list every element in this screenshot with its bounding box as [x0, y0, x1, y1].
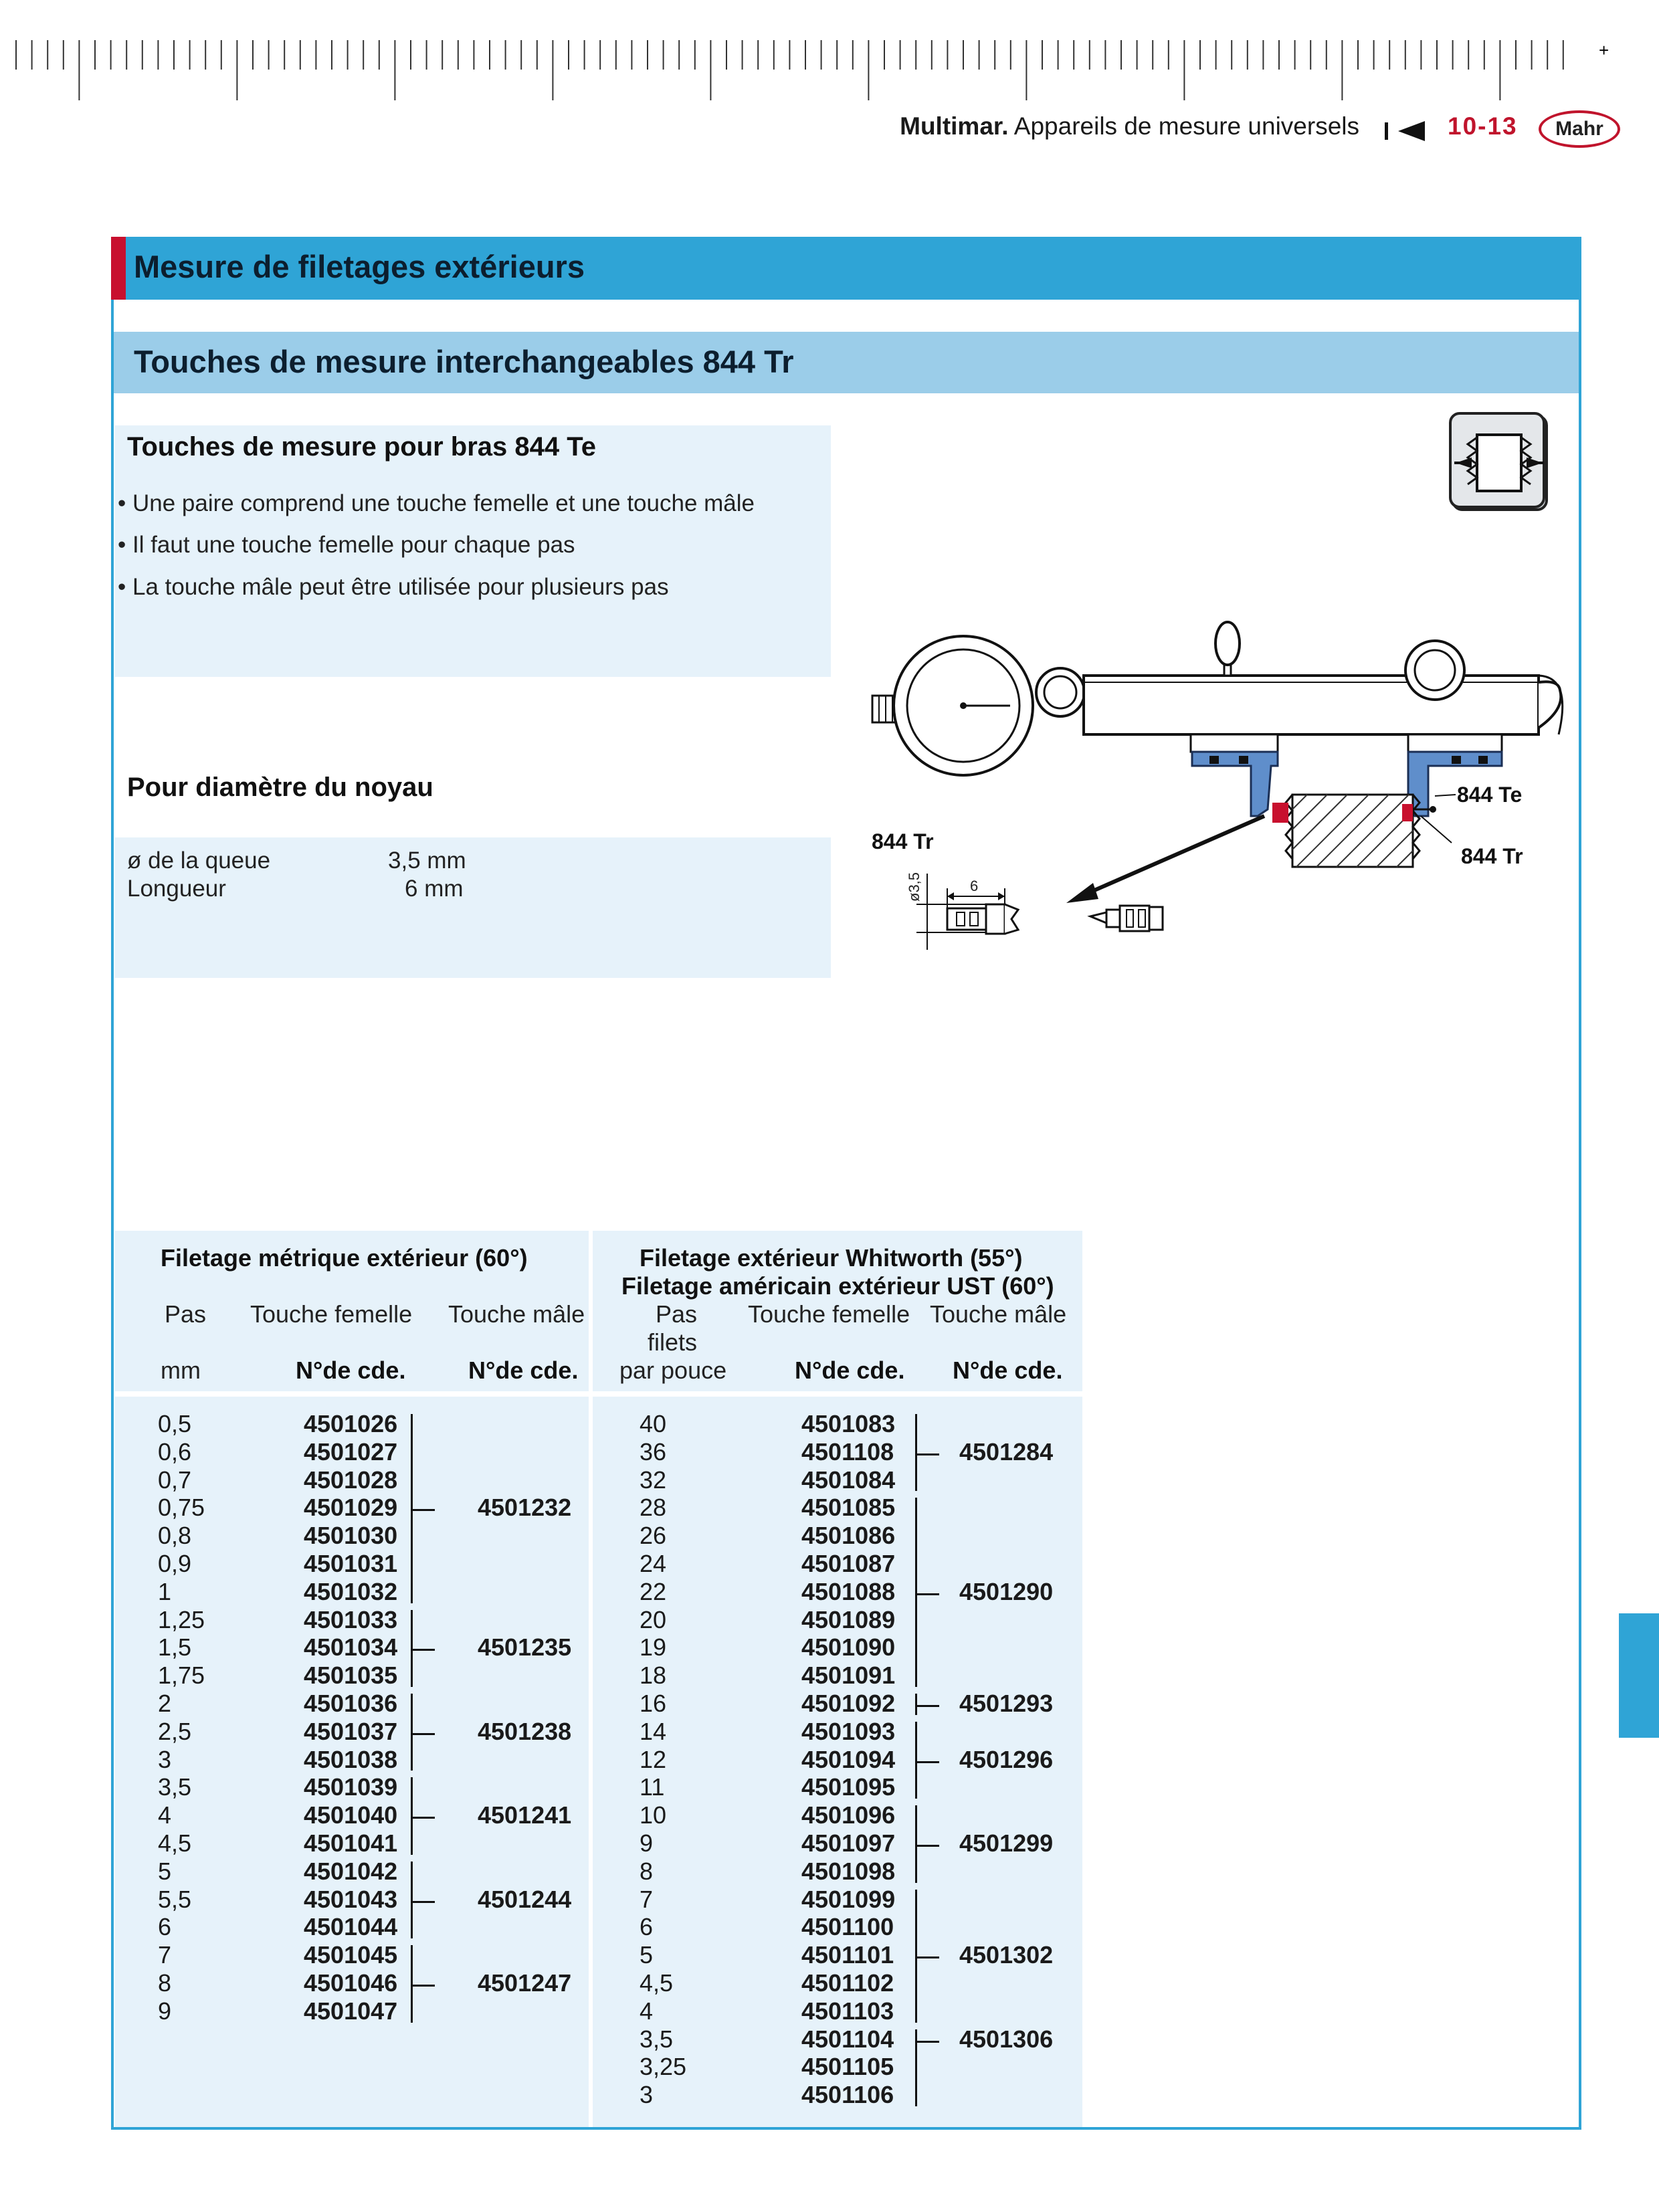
pitch-cell: 3,25 [640, 2053, 687, 2081]
group-connector [411, 1733, 435, 1735]
male-order-number: 4501238 [478, 1717, 572, 1745]
pitch-cell: 3,5 [158, 1773, 192, 1801]
mahr-logo: Mahr [1539, 110, 1620, 148]
core-label: Longueur [127, 876, 226, 902]
male-order-number: 4501299 [959, 1829, 1054, 1857]
label-844-tr-left: 844 Tr [872, 829, 934, 853]
male-order-number: 4501232 [478, 1494, 572, 1522]
intro-bullet: • Il faut une touche femelle pour chaque pas [118, 532, 575, 558]
section-title: Mesure de filetages extérieurs [134, 249, 585, 284]
pitch-cell: 22 [640, 1577, 667, 1605]
female-order-number: 4501084 [801, 1466, 896, 1494]
pitch-cell: 8 [640, 1857, 654, 1885]
section-title-marker [111, 237, 126, 300]
pitch-cell: 0,75 [158, 1494, 205, 1522]
group-connector [915, 1845, 939, 1847]
pitch-cell: 0,9 [158, 1550, 192, 1577]
brand-name: Multimar. [900, 112, 1009, 140]
group-bracket [915, 1890, 917, 2023]
male-order-number: 4501296 [959, 1745, 1054, 1773]
male-order-number: 4501244 [478, 1885, 572, 1913]
whitworth-col-female: Touche femelle [748, 1300, 910, 1328]
metric-unit-female: N°de cde. [296, 1356, 406, 1384]
female-order-number: 4501088 [801, 1577, 896, 1605]
dim-length: 6 [970, 878, 979, 894]
whitworth-col-pas: Pas [656, 1300, 698, 1328]
intro-bullet: • Une paire comprend une touche femelle et une touche mâle [118, 490, 755, 516]
pitch-cell: 7 [158, 1941, 172, 1969]
female-order-number: 4501044 [304, 1913, 398, 1941]
core-value: 6 mm [405, 876, 464, 902]
female-order-number: 4501037 [304, 1717, 398, 1745]
female-order-number: 4501099 [801, 1885, 896, 1913]
pitch-cell: 3 [640, 2081, 654, 2109]
whitworth-col-male: Touche mâle [930, 1300, 1067, 1328]
pitch-cell: 2,5 [158, 1717, 192, 1745]
female-order-number: 4501106 [801, 2081, 894, 2109]
metric-unit-male: N°de cde. [468, 1356, 579, 1384]
group-connector [411, 1649, 435, 1651]
whitworth-col-pouce: par pouce [619, 1356, 727, 1384]
group-bracket [411, 1862, 413, 1938]
pitch-cell: 8 [158, 1969, 172, 1997]
pitch-cell: 18 [640, 1662, 667, 1690]
chapter-side-tab[interactable] [1619, 1613, 1659, 1738]
female-order-number: 4501085 [801, 1494, 896, 1522]
metric-col-female: Touche femelle [250, 1300, 413, 1328]
pitch-cell: 0,5 [158, 1410, 192, 1437]
male-order-number: 4501306 [959, 2025, 1054, 2053]
group-connector [915, 2041, 939, 2043]
male-order-number: 4501293 [959, 1690, 1054, 1717]
female-order-number: 4501038 [304, 1745, 398, 1773]
pitch-cell: 3,5 [640, 2025, 674, 2053]
female-order-number: 4501039 [304, 1773, 398, 1801]
female-order-number: 4501091 [801, 1662, 896, 1690]
pitch-cell: 20 [640, 1605, 667, 1633]
male-order-number: 4501235 [478, 1633, 572, 1662]
group-connector [411, 1817, 435, 1819]
group-bracket [411, 1777, 413, 1854]
pitch-cell: 12 [640, 1745, 667, 1773]
label-844-te: 844 Te [1457, 783, 1523, 807]
group-connector [915, 1593, 939, 1595]
pitch-cell: 2 [158, 1690, 172, 1717]
pitch-cell: 11 [640, 1773, 665, 1801]
group-bracket [915, 1722, 917, 1799]
pitch-cell: 5 [640, 1941, 654, 1969]
female-order-number: 4501034 [304, 1633, 398, 1662]
whitworth-unit-female: N°de cde. [795, 1356, 905, 1384]
group-bracket [411, 1945, 413, 2022]
group-bracket [411, 1610, 413, 1687]
pitch-cell: 6 [158, 1913, 172, 1941]
female-order-number: 4501045 [304, 1941, 398, 1969]
female-order-number: 4501033 [304, 1605, 398, 1633]
whitworth-unit-male: N°de cde. [953, 1356, 1063, 1384]
pitch-cell: 9 [158, 1997, 172, 2025]
female-order-number: 4501095 [801, 1773, 896, 1801]
subsection-title: Touches de mesure interchangeables 844 Tr [134, 344, 794, 379]
female-order-number: 4501104 [801, 2025, 894, 2053]
pitch-cell: 4,5 [158, 1829, 192, 1857]
male-order-number: 4501302 [959, 1941, 1054, 1969]
intro-heading: Touches de mesure pour bras 844 Te [127, 432, 596, 462]
dim-diameter: ø3,5 [906, 872, 922, 902]
female-order-number: 4501035 [304, 1662, 398, 1690]
metric-unit-mm: mm [161, 1356, 201, 1384]
group-connector [915, 1956, 939, 1958]
male-order-number: 4501290 [959, 1577, 1054, 1605]
pitch-cell: 6 [640, 1913, 654, 1941]
female-order-number: 4501100 [801, 1913, 894, 1941]
female-order-number: 4501032 [304, 1577, 398, 1605]
female-order-number: 4501040 [304, 1801, 398, 1829]
header-title [900, 112, 1359, 140]
pitch-cell: 40 [640, 1410, 667, 1437]
pitch-cell: 1,25 [158, 1605, 205, 1633]
female-order-number: 4501103 [801, 1997, 894, 2025]
whitworth-col-filets: filets [648, 1328, 698, 1356]
pitch-cell: 3 [158, 1745, 172, 1773]
female-order-number: 4501097 [801, 1829, 896, 1857]
pitch-cell: 5 [158, 1857, 172, 1885]
pitch-cell: 14 [640, 1717, 667, 1745]
female-order-number: 4501086 [801, 1522, 896, 1550]
female-order-number: 4501031 [304, 1550, 398, 1577]
pitch-cell: 1,75 [158, 1662, 205, 1690]
male-order-number: 4501241 [478, 1801, 572, 1829]
group-bracket [915, 1414, 917, 1491]
pitch-cell: 36 [640, 1437, 667, 1466]
pitch-cell: 0,8 [158, 1522, 192, 1550]
page-nav-icon[interactable] [1382, 117, 1429, 144]
register-mark: + [1599, 40, 1609, 60]
female-order-number: 4501096 [801, 1801, 896, 1829]
female-order-number: 4501087 [801, 1550, 896, 1577]
pitch-cell: 32 [640, 1466, 667, 1494]
metric-col-pas: Pas [165, 1300, 207, 1328]
group-bracket [411, 1414, 413, 1603]
female-order-number: 4501083 [801, 1410, 896, 1437]
pitch-cell: 19 [640, 1633, 667, 1662]
group-connector [411, 1985, 435, 1987]
female-order-number: 4501036 [304, 1690, 398, 1717]
group-connector [915, 1705, 939, 1707]
female-order-number: 4501043 [304, 1885, 398, 1913]
pitch-cell: 10 [640, 1801, 667, 1829]
label-844-tr-right: 844 Tr [1461, 844, 1523, 868]
core-label: ø de la queue [127, 847, 271, 874]
group-bracket [915, 1805, 917, 1882]
female-order-number: 4501092 [801, 1690, 896, 1717]
female-order-number: 4501089 [801, 1605, 896, 1633]
pitch-cell: 4 [158, 1801, 172, 1829]
group-bracket [411, 1694, 413, 1771]
pitch-cell: 28 [640, 1494, 667, 1522]
top-ruler [0, 33, 1609, 107]
pitch-cell: 0,6 [158, 1437, 192, 1466]
pitch-cell: 16 [640, 1690, 667, 1717]
pitch-cell: 9 [640, 1829, 654, 1857]
pitch-cell: 0,7 [158, 1466, 192, 1494]
external-thread-icon [1448, 411, 1552, 515]
metric-title: Filetage métrique extérieur (60°) [161, 1244, 528, 1272]
pitch-cell: 4 [640, 1997, 654, 2025]
pitch-cell: 24 [640, 1550, 667, 1577]
pitch-cell: 5,5 [158, 1885, 192, 1913]
pitch-cell: 4,5 [640, 1969, 674, 1997]
female-order-number: 4501094 [801, 1745, 896, 1773]
female-order-number: 4501108 [801, 1437, 894, 1466]
male-order-number: 4501247 [478, 1969, 572, 1997]
metric-col-male: Touche mâle [448, 1300, 585, 1328]
female-order-number: 4501027 [304, 1437, 398, 1466]
female-order-number: 4501029 [304, 1494, 398, 1522]
group-connector [411, 1509, 435, 1511]
pitch-cell: 1,5 [158, 1633, 192, 1662]
group-bracket [915, 1694, 917, 1715]
group-connector [915, 1453, 939, 1455]
whitworth-title-2: Filetage américain extérieur UST (60°) [621, 1272, 1054, 1300]
female-order-number: 4501093 [801, 1717, 896, 1745]
female-order-number: 4501105 [801, 2053, 894, 2081]
pitch-cell: 26 [640, 1522, 667, 1550]
female-order-number: 4501028 [304, 1466, 398, 1494]
female-order-number: 4501102 [801, 1969, 894, 1997]
page-number: 10-13 [1448, 112, 1518, 140]
female-order-number: 4501026 [304, 1410, 398, 1437]
female-order-number: 4501098 [801, 1857, 896, 1885]
female-order-number: 4501047 [304, 1997, 398, 2025]
intro-bullet: • La touche mâle peut être utilisée pour plusieurs pas [118, 574, 669, 600]
whitworth-title-1: Filetage extérieur Whitworth (55°) [640, 1244, 1023, 1272]
female-order-number: 4501101 [801, 1941, 894, 1969]
group-bracket [915, 1498, 917, 1687]
header-subtitle: Appareils de mesure universels [1013, 112, 1359, 140]
core-value: 3,5 mm [388, 847, 466, 874]
female-order-number: 4501090 [801, 1633, 896, 1662]
pitch-cell: 7 [640, 1885, 654, 1913]
female-order-number: 4501030 [304, 1522, 398, 1550]
group-connector [915, 1761, 939, 1763]
female-order-number: 4501041 [304, 1829, 398, 1857]
group-connector [411, 1901, 435, 1903]
pitch-cell: 1 [158, 1577, 172, 1605]
female-order-number: 4501046 [304, 1969, 398, 1997]
female-order-number: 4501042 [304, 1857, 398, 1885]
male-order-number: 4501284 [959, 1437, 1054, 1466]
core-heading: Pour diamètre du noyau [127, 773, 433, 802]
